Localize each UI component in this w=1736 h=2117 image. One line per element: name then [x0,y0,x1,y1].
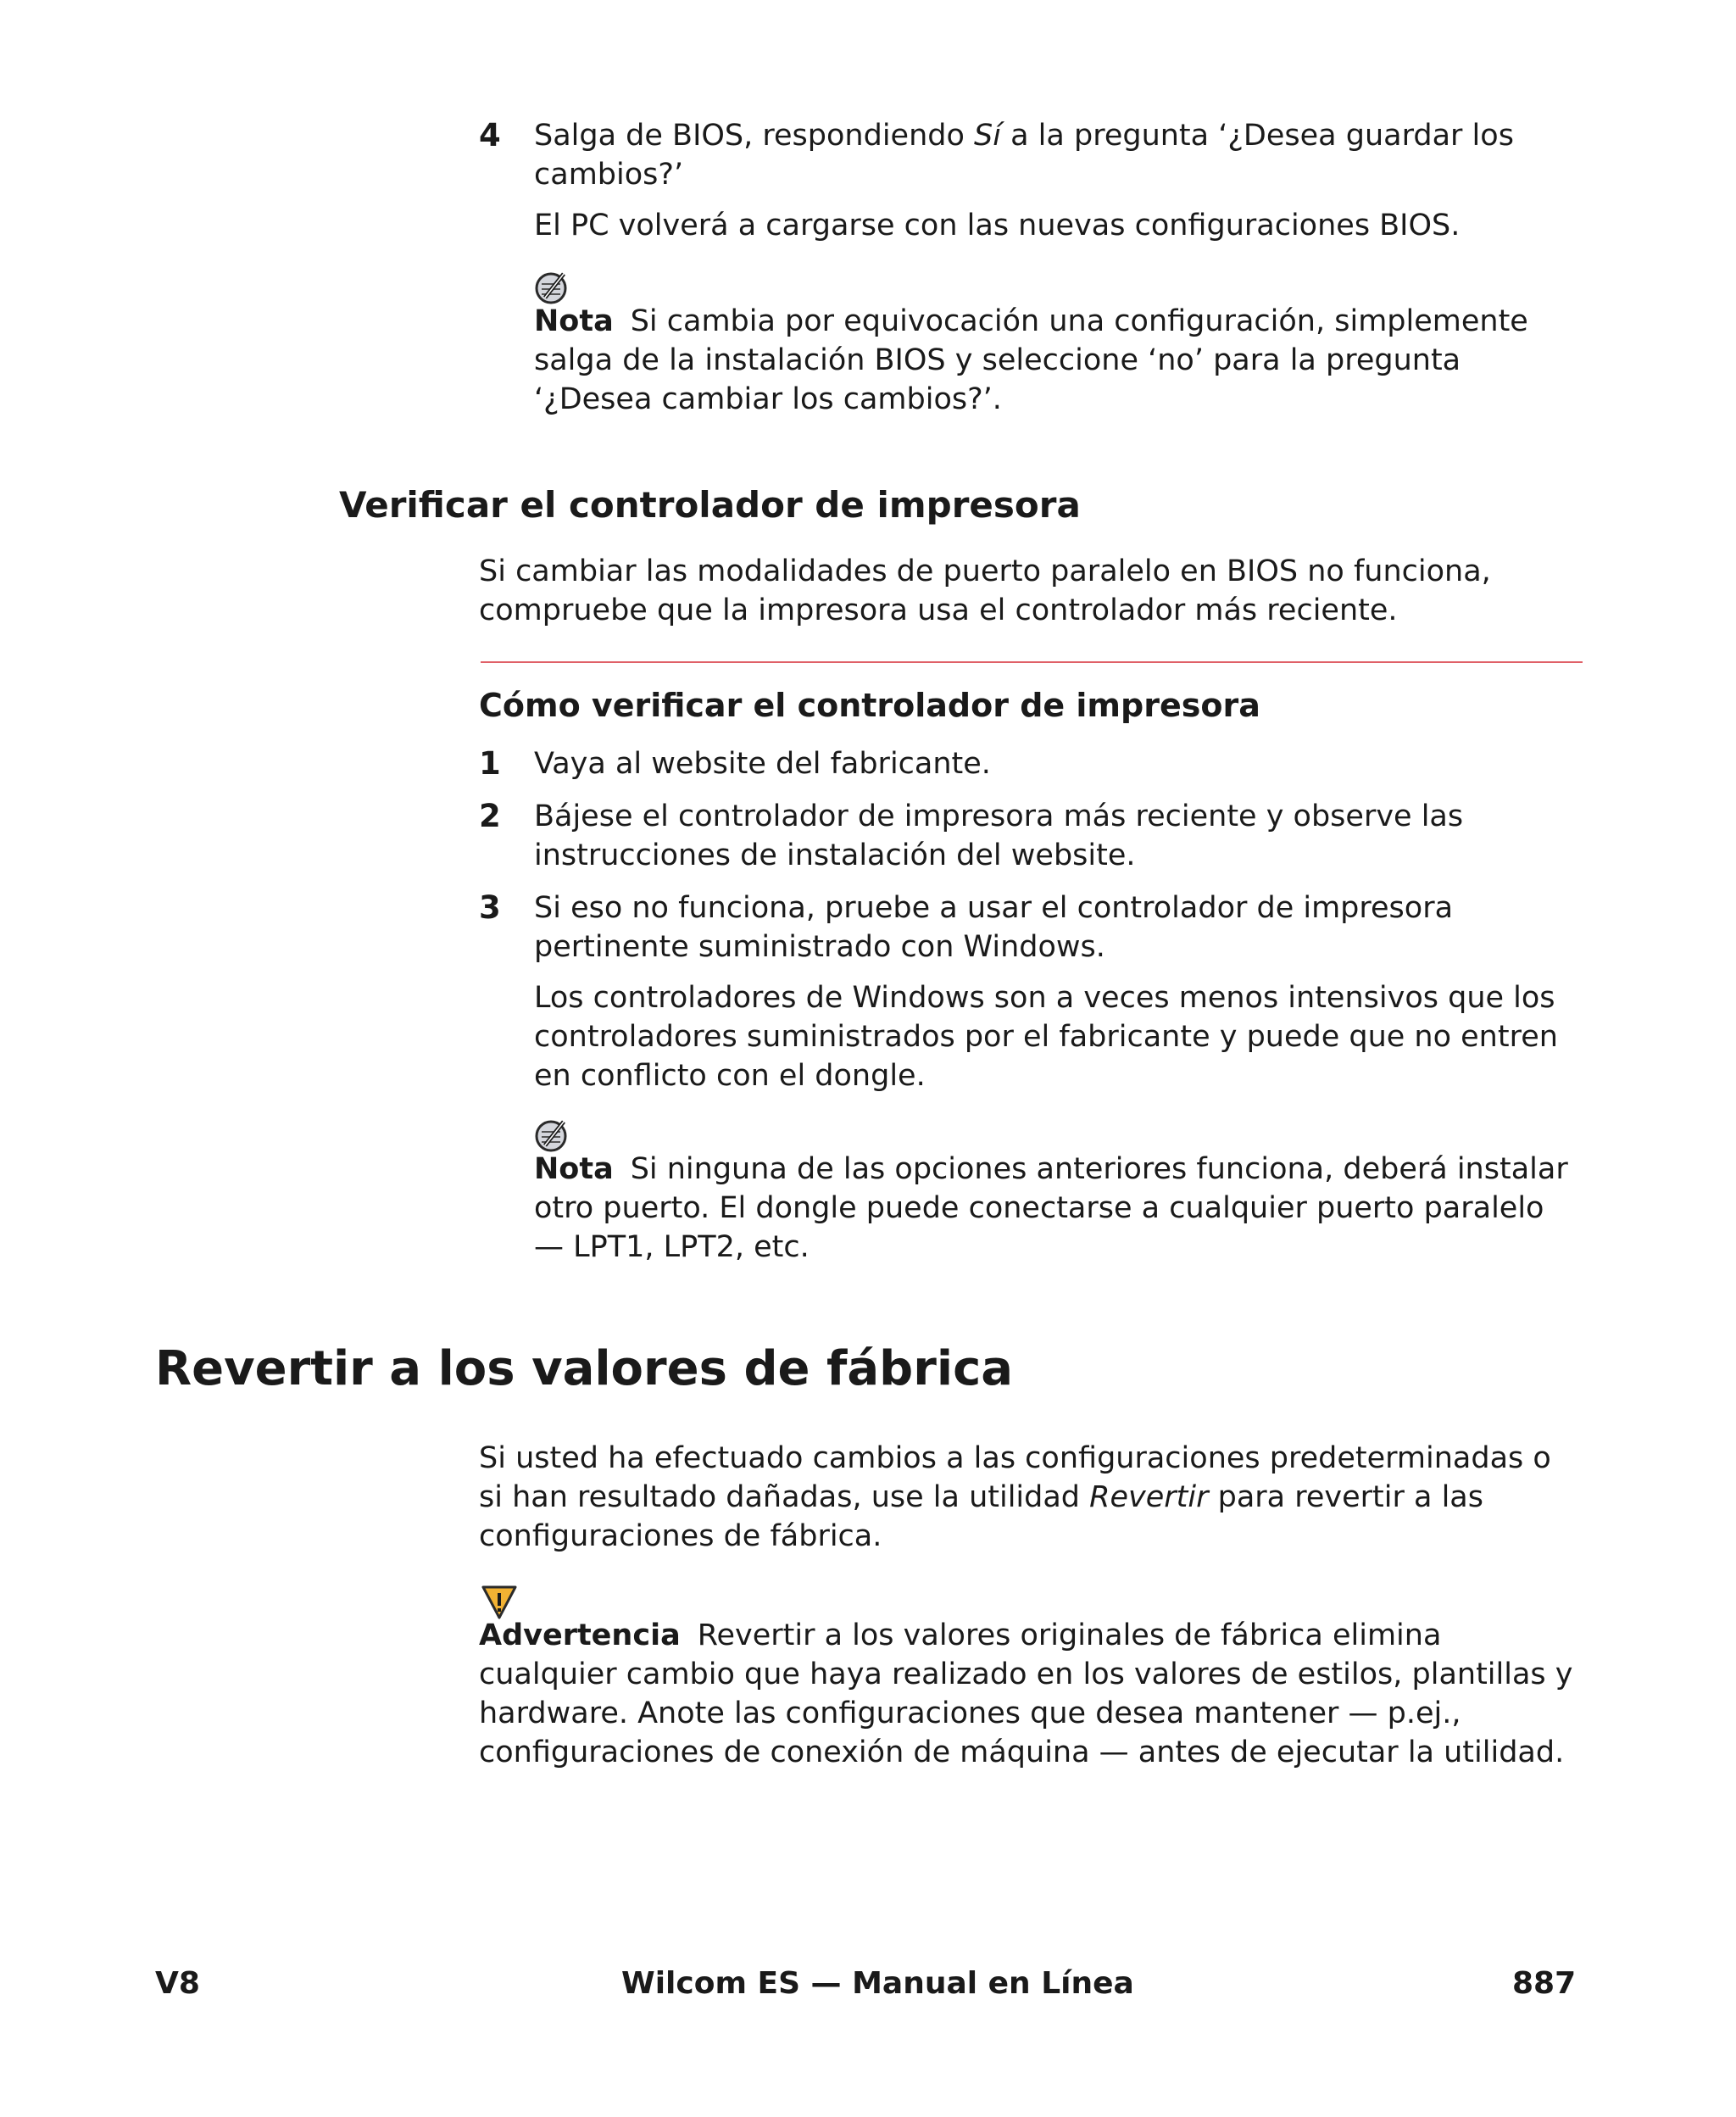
utility-name-italic: Revertir [1089,1480,1209,1514]
step-paragraph: Los controladores de Windows son a veces menos intensivos que los controladores suministrados por el fabricante y puede que no entren en conflicto con el dongle. [534,981,1558,1093]
step-number: 1 [479,745,501,782]
note-label: Nota [534,304,614,338]
note-text: Si ninguna de las opciones anteriores funciona, deberá instalar otro puerto. El dongle puede conectarse a cualquier puerto paralelo — LPT1, LPT2, etc. [534,1152,1568,1264]
step-text: Vaya al website del fabricante. [534,747,991,781]
step-number: 4 [479,117,501,153]
answer-italic: Sí [974,119,1001,153]
divider-rule [481,661,1583,663]
note-text: Si cambia por equivocación una configuración, simplemente salga de la instalación BIOS y seleccione ‘no’ para la pregunta ‘¿Desea cambiar los cambios?’. [534,304,1528,416]
warning-box [479,1616,1581,1772]
step-number: 3 [479,889,501,926]
chapter-heading: Revertir a los valores de fábrica [155,1341,1014,1396]
step-paragraph: El PC volverá a cargarse con las nuevas configuraciones BIOS. [534,209,1461,242]
step-text: Si eso no funciona, pruebe a usar el controlador de impresora pertinente suministrado con Windows. [534,891,1454,964]
step-text: Bájese el controlador de impresora más reciente y observe las instrucciones de instalación del website. [534,799,1464,872]
step-number: 2 [479,798,501,834]
note-box [534,302,1585,419]
footer-title: Wilcom ES — Manual en Línea [621,1966,1134,2001]
footer-version: V8 [155,1966,200,2001]
page-number: 887 [1512,1966,1577,2001]
procedure-heading: Cómo verificar el controlador de impresora [479,687,1260,724]
note-label: Nota [534,1152,614,1186]
warning-text: Revertir a los valores originales de fábrica elimina cualquier cambio que haya realizado en los valores de estilos, plantillas y hardware. Anote las configuraciones que desea mantener — p.ej., configuraciones de conexión de máquina — antes de ejecutar la utilidad. [479,1618,1573,1769]
section-heading: Verificar el controlador de impresora [339,484,1081,526]
section-intro: Si usted ha efectuado cambios a las configuraciones predeterminadas o si han resultado dañadas, use la utilidad Revertir para revertir a las configuraciones de fábrica. [479,1441,1551,1553]
step-text: Salga de BIOS, respondiendo Sí a la pregunta ‘¿Desea guardar los cambios?’ [534,119,1514,192]
section-intro: Si cambiar las modalidades de puerto paralelo en BIOS no funciona, compruebe que la impresora usa el controlador más reciente. [479,554,1491,627]
warning-label: Advertencia [479,1618,681,1652]
note-box [534,1150,1568,1267]
